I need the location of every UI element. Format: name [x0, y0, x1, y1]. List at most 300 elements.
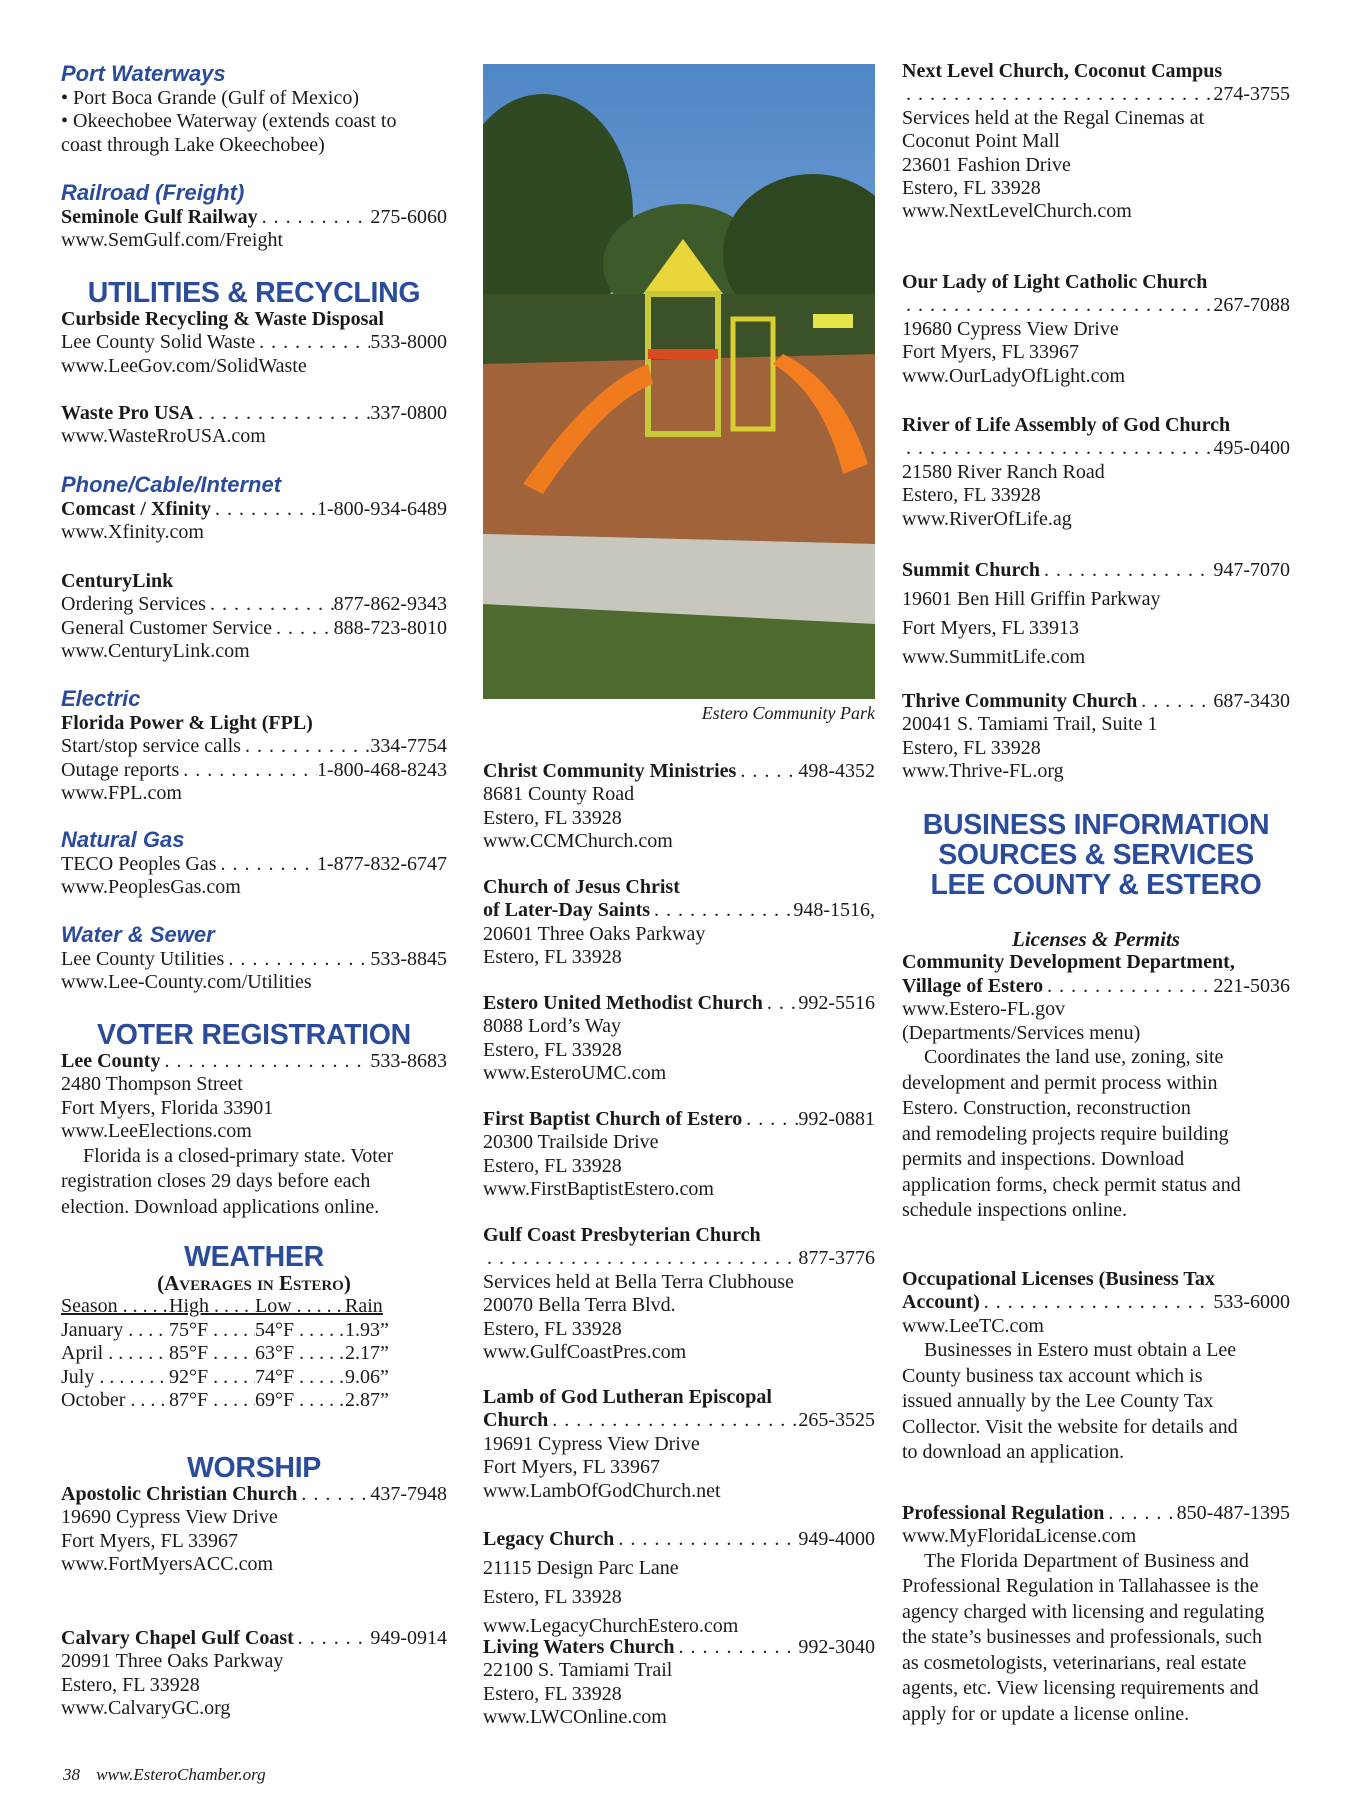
listing-name: River of Life Assembly of God Church: [902, 414, 1231, 436]
listing-line: 22100 S. Tamiami Trail: [483, 1659, 673, 1682]
dot-leader: [650, 899, 793, 922]
cell-value: 2.87”: [345, 1389, 389, 1412]
subsection-heading: Railroad (Freight): [61, 180, 245, 205]
listing-entry: [483, 1108, 875, 1131]
phone-number: 437-7948: [370, 1483, 447, 1505]
website-link[interactable]: www.SemGulf.com/Freight: [61, 229, 284, 252]
dot-leader: [736, 760, 798, 783]
listing-entry: [902, 1502, 1290, 1525]
listing-entry: [61, 498, 447, 521]
entry-name: Lee County Solid Waste: [61, 331, 256, 354]
listing-block: [483, 1108, 875, 1202]
licenses-heading: Licenses & Permits: [1012, 927, 1180, 951]
listing-block: [61, 1627, 447, 1721]
paragraph-line: as cosmetologists, veterinarians, real estate: [902, 1651, 1247, 1674]
listing-block: [483, 1525, 875, 1641]
phone-number: 1-800-468-8243: [317, 758, 447, 781]
dot-leader: [255, 331, 370, 354]
dot-leader: [902, 437, 1213, 460]
cell-value: 85°F: [169, 1342, 209, 1365]
paragraph-line: Professional Regulation in Tallahassee is the: [902, 1575, 1259, 1598]
website-link[interactable]: www.GulfCoastPres.com: [483, 1341, 687, 1364]
listing-entry: [61, 735, 447, 758]
phone-number: 888-723-8010: [333, 616, 447, 639]
listing-name: Occupational Licenses (Business Tax: [902, 1268, 1215, 1290]
phone-number: 877-862-9343: [333, 593, 447, 616]
cell-value: 9.06”: [345, 1365, 389, 1388]
listing-entry: [902, 975, 1290, 998]
listing-line: • Port Boca Grande (Gulf of Mexico): [61, 87, 360, 109]
website-link[interactable]: www.FortMyersACC.com: [61, 1553, 274, 1576]
entry-name: Lee County: [61, 1050, 161, 1072]
subsection-heading: Phone/Cable/Internet: [61, 472, 282, 497]
listing-line: Fort Myers, FL 33913: [902, 617, 1080, 639]
section-heading: SOURCES & SERVICES: [938, 839, 1254, 871]
page-footer: [63, 1765, 278, 1785]
listing-block: [483, 1386, 875, 1503]
listing-line: 20070 Bella Terra Blvd.: [483, 1294, 676, 1317]
website-link[interactable]: www.LeeElections.com: [61, 1120, 252, 1143]
dot-leader: [160, 1050, 370, 1073]
website-link[interactable]: www.Estero-FL.gov: [902, 998, 1066, 1021]
phone-number: 687-3430: [1213, 690, 1290, 712]
weather-cell: [345, 1342, 441, 1365]
listing-line: Fort Myers, FL 33967: [902, 341, 1080, 364]
entry-name: Thrive Community Church: [902, 690, 1138, 712]
weather-cell: [169, 1319, 255, 1342]
listing-entry: [483, 1409, 875, 1432]
cell-value: 75°F: [169, 1318, 209, 1341]
weather-cell: [169, 1389, 255, 1412]
listing-line: Services held at the Regal Cinemas at: [902, 106, 1205, 129]
listing-block: [483, 702, 875, 725]
listing-entry: [61, 402, 447, 425]
weather-cell: [255, 1319, 345, 1342]
listing-line: Coconut Point Mall: [902, 130, 1060, 153]
listing-line: 21580 River Ranch Road: [902, 460, 1105, 483]
listing-line: Estero, FL 33928: [902, 484, 1041, 507]
listing-name: Our Lady of Light Catholic Church: [902, 271, 1208, 293]
description-paragraph: [902, 1045, 1290, 1224]
weather-cell: [169, 1366, 255, 1389]
website-link[interactable]: www.PeoplesGas.com: [61, 876, 241, 899]
description-paragraph: [61, 1144, 447, 1221]
listing-name: Church of Jesus Christ: [483, 876, 680, 898]
phone-number: 274-3755: [1213, 83, 1290, 106]
listing-name: Lamb of God Lutheran Episcopal: [483, 1386, 772, 1408]
entry-name: Living Waters Church: [483, 1636, 675, 1658]
weather-cell: [61, 1319, 169, 1342]
listing-block: [61, 402, 447, 449]
entry-name: Account): [902, 1291, 980, 1314]
cell-value: April: [61, 1342, 104, 1365]
weather-header-cell: [169, 1295, 255, 1318]
cell-value: 87°F: [169, 1389, 209, 1412]
listing-entry: [61, 206, 447, 229]
listing-entry: [483, 899, 875, 922]
phone-number: 533-8845: [370, 948, 447, 970]
weather-cell: [255, 1389, 345, 1412]
paragraph-line: development and permit process within: [902, 1071, 1218, 1094]
cell-value: 69°F: [255, 1389, 295, 1412]
listing-line: 19691 Cypress View Drive: [483, 1432, 700, 1455]
listing-line: Estero, FL 33928: [902, 177, 1041, 200]
weather-cell: [61, 1366, 169, 1389]
website-link[interactable]: www.Xfinity.com: [61, 521, 204, 544]
website-link[interactable]: www.FirstBaptistEstero.com: [483, 1178, 714, 1201]
listing-line: 2480 Thompson Street: [61, 1073, 243, 1096]
listing-block: [483, 992, 875, 1086]
listing-entry: [902, 294, 1290, 317]
listing-block: [61, 1242, 447, 1412]
listing-entry: [61, 759, 447, 782]
dot-leader: [763, 992, 799, 1015]
cell-value: 92°F: [169, 1365, 209, 1388]
listing-line: Estero, FL 33928: [483, 806, 622, 829]
dot-leader: [294, 1627, 371, 1650]
website-link[interactable]: www.SummitLife.com: [902, 646, 1086, 668]
subsection-heading: Water & Sewer: [61, 922, 215, 947]
header-label: Low: [255, 1295, 292, 1318]
website-link[interactable]: www.MyFloridaLicense.com: [902, 1525, 1137, 1548]
listing-line: 20300 Trailside Drive: [483, 1131, 659, 1154]
phone-number: 334-7754: [370, 735, 447, 758]
listing-block: [483, 760, 875, 854]
paragraph-line: The Florida Department of Business and: [924, 1549, 1249, 1572]
listing-name: Curbside Recycling & Waste Disposal: [61, 308, 384, 330]
listing-line: Fort Myers, FL 33967: [483, 1456, 661, 1479]
weather-cell: [345, 1389, 441, 1412]
weather-cell: [255, 1342, 345, 1365]
dot-leader: [211, 498, 317, 521]
phone-number: 949-4000: [798, 1528, 875, 1550]
section-heading: BUSINESS INFORMATION: [922, 809, 1270, 841]
listing-block: [61, 922, 447, 995]
paragraph-line: and remodeling projects require building: [902, 1122, 1229, 1145]
website-link[interactable]: www.WasteRroUSA.com: [61, 425, 266, 448]
listing-name: CenturyLink: [61, 570, 174, 592]
website-link[interactable]: www.Lee-County.com/Utilities: [61, 971, 312, 994]
entry-name: First Baptist Church of Estero: [483, 1108, 743, 1130]
subsection-heading: Natural Gas: [61, 827, 185, 852]
weather-cell: [345, 1366, 441, 1389]
listing-block: [61, 1453, 447, 1577]
listing-block: [902, 690, 1290, 784]
phone-number: 495-0400: [1213, 437, 1290, 460]
listing-entry: [61, 1627, 447, 1650]
subsection-heading: Port Waterways: [61, 61, 226, 86]
header-label: Rain: [345, 1295, 383, 1318]
listing-block: [61, 180, 447, 253]
cell-value: October: [61, 1389, 126, 1412]
entry-name: Apostolic Christian Church: [61, 1483, 298, 1505]
phone-number: 267-7088: [1213, 294, 1290, 317]
listing-entry: [902, 437, 1290, 460]
paragraph-line: Collector. Visit the website for details and: [902, 1415, 1238, 1438]
entry-name: Professional Regulation: [902, 1502, 1105, 1524]
description-paragraph: [902, 1549, 1290, 1728]
listing-entry: [61, 1483, 447, 1506]
website-link[interactable]: www.FPL.com: [61, 782, 182, 805]
dot-leader: [675, 1636, 799, 1659]
dot-leader: [483, 1247, 798, 1270]
listing-line: 19690 Cypress View Drive: [61, 1506, 278, 1529]
phone-number: 533-6000: [1213, 1291, 1290, 1314]
listing-entry: [61, 1050, 447, 1073]
listing-entry: [902, 556, 1290, 585]
entry-name: Calvary Chapel Gulf Coast: [61, 1627, 294, 1649]
paragraph-line: permits and inspections. Download: [902, 1148, 1185, 1171]
listing-entry: [483, 992, 875, 1015]
entry-name: Legacy Church: [483, 1528, 615, 1550]
paragraph-line: Businesses in Estero must obtain a Lee: [924, 1339, 1237, 1362]
entry-name: Estero United Methodist Church: [483, 992, 763, 1014]
entry-name: Summit Church: [902, 559, 1040, 581]
subsection-heading: Electric: [61, 686, 141, 711]
cell-value: 1.93”: [345, 1318, 389, 1341]
listing-name: Gulf Coast Presbyterian Church: [483, 1224, 761, 1246]
listing-line: 8088 Lord’s Way: [483, 1015, 622, 1038]
listing-block: [61, 278, 447, 378]
website-link[interactable]: www.NextLevelChurch.com: [902, 200, 1132, 223]
listing-line: Estero, FL 33928: [483, 1154, 622, 1177]
entry-name: Christ Community Ministries: [483, 760, 737, 782]
paragraph-line: Estero. Construction, reconstruction: [902, 1097, 1191, 1120]
listing-line: 23601 Fashion Drive: [902, 153, 1071, 176]
paragraph-line: application forms, check permit status and: [902, 1173, 1241, 1196]
paragraph-line: issued annually by the Lee County Tax: [902, 1390, 1214, 1413]
listing-line: 19680 Cypress View Drive: [902, 317, 1119, 340]
listing-entry: [902, 1291, 1290, 1314]
listing-line: Estero, FL 33928: [902, 736, 1041, 759]
website-link[interactable]: www.CenturyLink.com: [61, 640, 250, 663]
listing-block: [61, 1020, 447, 1220]
listing-block: [61, 827, 447, 900]
website-link[interactable]: www.EsteroUMC.com: [483, 1062, 667, 1085]
phone-number: 947-7070: [1213, 559, 1290, 581]
website-link[interactable]: www.CCMChurch.com: [483, 830, 673, 853]
listing-block: [902, 271, 1290, 388]
page-number: 38: [63, 1765, 80, 1784]
dot-leader: [272, 617, 334, 640]
listing-entry: [483, 1525, 875, 1554]
listing-line: 21115 Design Parc Lane: [483, 1557, 679, 1579]
dot-leader: [297, 1483, 370, 1506]
website-link[interactable]: www.LWCOnline.com: [483, 1706, 667, 1729]
section-heading: WORSHIP: [186, 1452, 322, 1484]
website-link[interactable]: www.OurLadyOfLight.com: [902, 364, 1126, 387]
listing-entry: [61, 948, 447, 971]
cell-value: July: [61, 1365, 95, 1388]
weather-header-cell: [61, 1295, 169, 1318]
phone-number: 337-0800: [370, 402, 447, 424]
listing-line: Estero, FL 33928: [483, 1586, 622, 1608]
entry-name: Start/stop service calls: [61, 735, 241, 758]
listing-line: Estero, FL 33928: [61, 1673, 200, 1696]
entry-name: Outage reports: [61, 758, 180, 781]
listing-line: (Departments/Services menu): [902, 1021, 1141, 1044]
phone-number: 992-0881: [798, 1108, 875, 1130]
listing-line: 19601 Ben Hill Griffin Parkway: [902, 588, 1161, 610]
listing-block: [902, 414, 1290, 531]
dot-leader: [614, 1525, 798, 1554]
paragraph-line: to download an application.: [902, 1441, 1125, 1464]
phone-number: 877-3776: [798, 1247, 875, 1270]
listing-entry: [902, 690, 1290, 713]
weather-cell: [255, 1366, 345, 1389]
paragraph-line: Florida is a closed-primary state. Voter: [83, 1144, 394, 1167]
website-link[interactable]: www.LeeGov.com/SolidWaste: [61, 354, 307, 377]
weather-header-cell: [345, 1295, 441, 1318]
weather-cell: [61, 1389, 169, 1412]
paragraph-line: schedule inspections online.: [902, 1199, 1127, 1222]
listing-line: Fort Myers, FL 33967: [61, 1529, 239, 1552]
listing-line: Estero, FL 33928: [483, 1038, 622, 1061]
dot-leader: [902, 294, 1213, 317]
phone-number: 948-1516,: [793, 899, 875, 922]
listing-name: Community Development Department,: [902, 951, 1235, 974]
park-playground-photo: [483, 64, 875, 699]
listing-name: Florida Power & Light (FPL): [61, 712, 313, 734]
weather-cell: [61, 1342, 169, 1365]
entry-name: TECO Peoples Gas: [61, 853, 217, 875]
listing-block: [483, 1224, 875, 1364]
entry-name: General Customer Service: [61, 616, 273, 639]
phone-number: 533-8000: [370, 331, 447, 354]
listing-line: • Okeechobee Waterway (extends coast to: [61, 110, 397, 133]
listing-block: [902, 556, 1290, 672]
cell-value: January: [61, 1318, 124, 1341]
weather-cell: [169, 1342, 255, 1365]
dot-leader: [1137, 690, 1213, 713]
website-link[interactable]: www.LegacyChurchEstero.com: [483, 1615, 739, 1637]
listing-entry: [483, 760, 875, 783]
listing-line: Estero, FL 33928: [483, 946, 622, 969]
website-link[interactable]: www.LeeTC.com: [902, 1314, 1044, 1337]
listing-entry: [61, 593, 447, 616]
entry-name: of Later-Day Saints: [483, 899, 651, 922]
dot-leader: [194, 402, 370, 425]
cell-value: 74°F: [255, 1365, 295, 1388]
dot-leader: [1040, 556, 1213, 585]
listing-block: [902, 60, 1290, 224]
listing-entry: [483, 1636, 875, 1659]
weather-subheading: (Averages in Estero): [157, 1271, 351, 1295]
listing-line: 20041 S. Tamiami Trail, Suite 1: [902, 713, 1158, 736]
paragraph-line: registration closes 29 days before each: [61, 1170, 371, 1193]
section-heading: UTILITIES & RECYCLING: [87, 277, 421, 309]
entry-name: Ordering Services: [61, 593, 206, 616]
listing-block: [902, 928, 1290, 1224]
website-link[interactable]: www.Thrive-FL.org: [902, 760, 1064, 783]
website-link[interactable]: www.LambOfGodChurch.net: [483, 1479, 721, 1502]
phone-number: 992-3040: [798, 1636, 875, 1658]
section-heading: VOTER REGISTRATION: [97, 1019, 411, 1051]
phone-number: 1-800-934-6489: [317, 498, 447, 520]
listing-line: 20601 Three Oaks Parkway: [483, 922, 706, 945]
cell-value: 63°F: [255, 1342, 295, 1365]
website-link[interactable]: www.CalvaryGC.org: [61, 1697, 231, 1720]
listing-block: [902, 1502, 1290, 1727]
listing-line: Fort Myers, Florida 33901: [61, 1096, 274, 1119]
entry-name: Lee County Utilities: [61, 948, 225, 970]
cell-value: 54°F: [255, 1318, 295, 1341]
listing-line: Estero, FL 33928: [483, 1682, 622, 1705]
listing-block: [61, 686, 447, 806]
dot-leader: [206, 593, 334, 616]
weather-cell: [345, 1319, 441, 1342]
website-link[interactable]: www.RiverOfLife.ag: [902, 507, 1072, 530]
paragraph-line: County business tax account which is: [902, 1364, 1203, 1387]
dot-leader: [241, 735, 370, 758]
listing-entry: [902, 83, 1290, 106]
section-heading: LEE COUNTY & ESTERO: [930, 869, 1262, 901]
listing-block: [61, 472, 447, 545]
dot-leader: [1104, 1502, 1176, 1525]
dot-leader: [217, 853, 317, 876]
entry-name: Church: [483, 1409, 549, 1432]
listing-entry: [483, 1247, 875, 1270]
listing-line: Services held at Bella Terra Clubhouse: [483, 1270, 794, 1293]
dot-leader: [179, 759, 317, 782]
phone-number: 949-0914: [370, 1627, 447, 1649]
listing-entry: [61, 331, 447, 354]
dot-leader: [742, 1108, 798, 1131]
dot-leader: [548, 1409, 798, 1432]
photo-caption: Estero Community Park: [701, 703, 875, 723]
paragraph-line: agency charged with licensing and regulating: [902, 1600, 1265, 1623]
listing-entry: [61, 617, 447, 640]
cell-value: 2.17”: [345, 1342, 389, 1365]
entry-name: Comcast / Xfinity: [61, 498, 211, 520]
phone-number: 221-5036: [1213, 974, 1290, 997]
phone-number: 992-5516: [798, 992, 875, 1014]
dot-leader: [224, 948, 370, 971]
paragraph-line: apply for or update a license online.: [902, 1702, 1190, 1725]
entry-name: Village of Estero: [902, 974, 1044, 997]
listing-block: [483, 1636, 875, 1730]
description-paragraph: [902, 1338, 1290, 1466]
dot-leader: [980, 1291, 1214, 1314]
weather-table: [61, 1295, 447, 1412]
entry-name: Seminole Gulf Railway: [61, 206, 258, 228]
paragraph-line: election. Download applications online.: [61, 1195, 380, 1218]
dot-leader: [1043, 975, 1213, 998]
listing-entry: [61, 853, 447, 876]
paragraph-line: Coordinates the land use, zoning, site: [924, 1046, 1224, 1069]
listing-block: [61, 570, 447, 664]
paragraph-line: agents, etc. View licensing requirements and: [902, 1677, 1259, 1700]
listing-block: [483, 876, 875, 970]
listing-name: Next Level Church, Coconut Campus: [902, 60, 1223, 82]
entry-name: Waste Pro USA: [61, 402, 194, 424]
phone-number: 1-877-832-6747: [317, 853, 447, 875]
paragraph-line: the state’s businesses and professionals, such: [902, 1626, 1262, 1649]
footer-website: www.EsteroChamber.org: [96, 1765, 266, 1784]
phone-number: 275-6060: [370, 206, 447, 228]
dot-leader: [258, 206, 371, 229]
header-label: High: [169, 1295, 209, 1318]
listing-line: 8681 County Road: [483, 783, 635, 806]
listing-line: coast through Lake Okeechobee): [61, 133, 325, 156]
listing-block: [902, 810, 1290, 900]
listing-line: Estero, FL 33928: [483, 1317, 622, 1340]
listing-line: 20991 Three Oaks Parkway: [61, 1650, 284, 1673]
section-heading: WEATHER: [184, 1241, 324, 1273]
phone-number: 533-8683: [370, 1050, 447, 1072]
dot-leader: [902, 83, 1213, 106]
listing-block: [902, 1268, 1290, 1466]
